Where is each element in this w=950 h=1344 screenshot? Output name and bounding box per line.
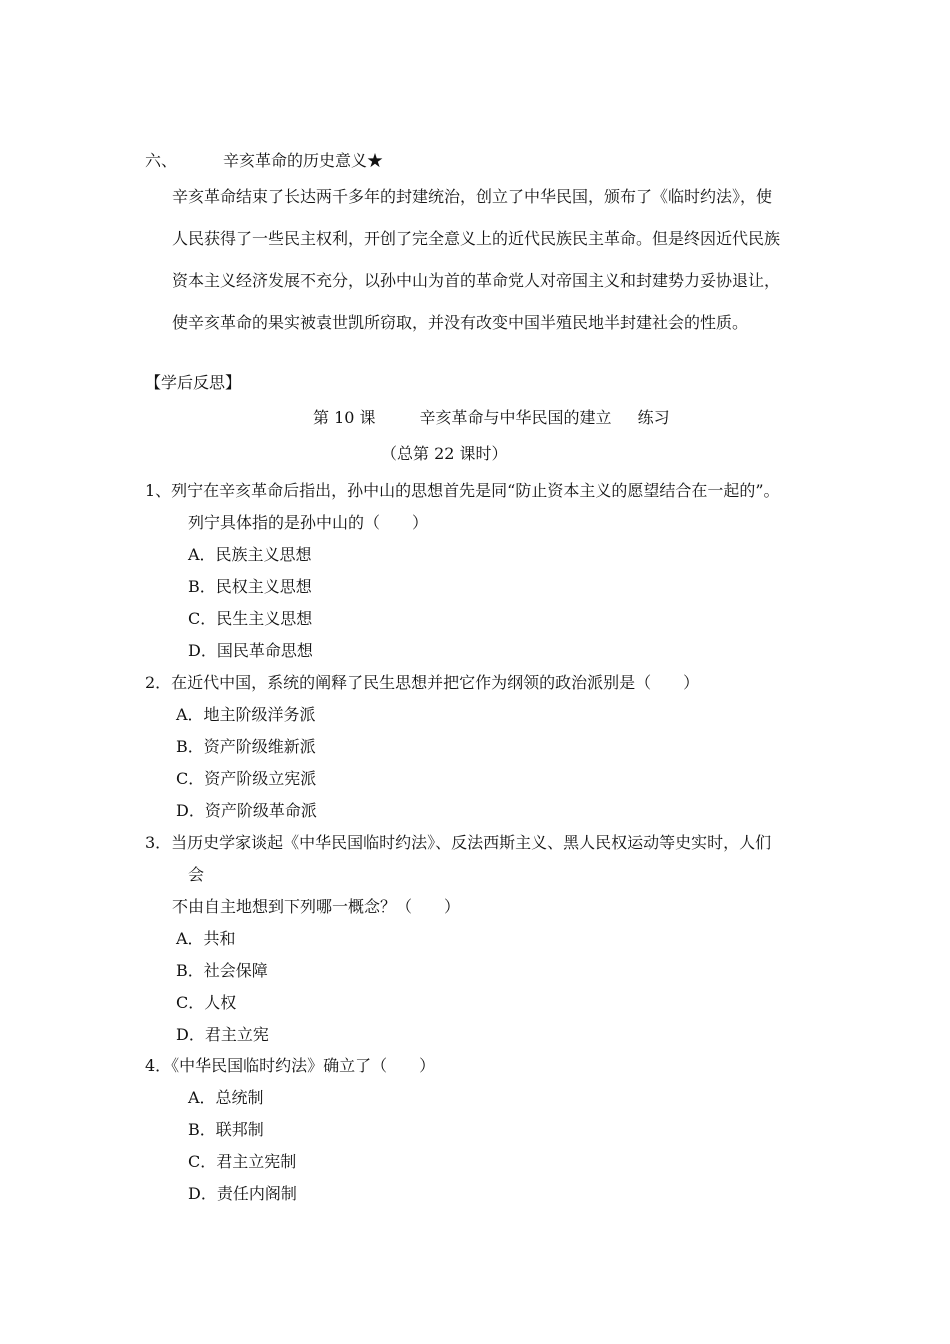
answer-option: A．总统制 xyxy=(188,1088,264,1107)
question-stem: 列宁具体指的是孙中山的（ ） xyxy=(188,513,429,532)
section-title: 辛亥革命的历史意义★ xyxy=(223,151,384,170)
answer-option: A．地主阶级洋务派 xyxy=(176,705,316,724)
section-number: 六、 xyxy=(145,151,178,170)
question-stem: 会 xyxy=(188,865,205,884)
answer-option: B．资产阶级维新派 xyxy=(176,737,316,756)
answer-option: D．国民革命思想 xyxy=(188,641,313,660)
answer-option: C．资产阶级立宪派 xyxy=(176,769,317,788)
paragraph-line: 辛亥革命结束了长达两千多年的封建统治，创立了中华民国，颁布了《临时约法》，使 xyxy=(172,187,773,206)
reflection-label: 【学后反思】 xyxy=(145,373,242,392)
question-stem: 1、列宁在辛亥革命后指出，孙中山的思想首先是同“防止资本主义的愿望结合在一起的”。 xyxy=(145,481,780,500)
answer-option: A．共和 xyxy=(176,929,236,948)
exercise-title xyxy=(313,407,670,429)
answer-option: B．民权主义思想 xyxy=(188,577,312,596)
question-stem: 4．《中华民国临时约法》确立了（ ） xyxy=(145,1056,436,1075)
paragraph-line: 使辛亥革命的果实被袁世凯所窃取，并没有改变中国半殖民地半封建社会的性质。 xyxy=(172,313,749,332)
answer-option: D．责任内阁制 xyxy=(188,1184,297,1203)
question-stem: 3．当历史学家谈起《中华民国临时约法》、反法西斯主义、黑人民权运动等史实时，人们 xyxy=(145,833,772,852)
answer-option: B．联邦制 xyxy=(188,1120,264,1139)
answer-option: C．人权 xyxy=(176,993,237,1012)
answer-option: D．资产阶级革命派 xyxy=(176,801,317,820)
exercise-type: 练习 xyxy=(637,408,670,427)
exercise-subtitle: （总第 22 课时） xyxy=(381,444,508,463)
answer-option: A．民族主义思想 xyxy=(188,545,312,564)
question-stem: 2．在近代中国，系统的阐释了民生思想并把它作为纲领的政治派别是（ ） xyxy=(145,673,700,692)
answer-option: C．君主立宪制 xyxy=(188,1152,297,1171)
lesson-number: 第 10 课 xyxy=(313,408,376,427)
question-stem: 不由自主地想到下列哪一概念？（ ） xyxy=(172,897,461,916)
answer-option: D．君主立宪 xyxy=(176,1025,269,1044)
answer-option: C．民生主义思想 xyxy=(188,609,313,628)
section-heading xyxy=(145,150,383,172)
paragraph-line: 资本主义经济发展不充分，以孙中山为首的革命党人对帝国主义和封建势力妥协退让， xyxy=(172,271,781,290)
paragraph-line: 人民获得了一些民主权利，开创了完全意义上的近代民族民主革命。但是终因近代民族 xyxy=(172,229,781,248)
lesson-topic: 辛亥革命与中华民国的建立 xyxy=(419,408,612,427)
answer-option: B．社会保障 xyxy=(176,961,268,980)
